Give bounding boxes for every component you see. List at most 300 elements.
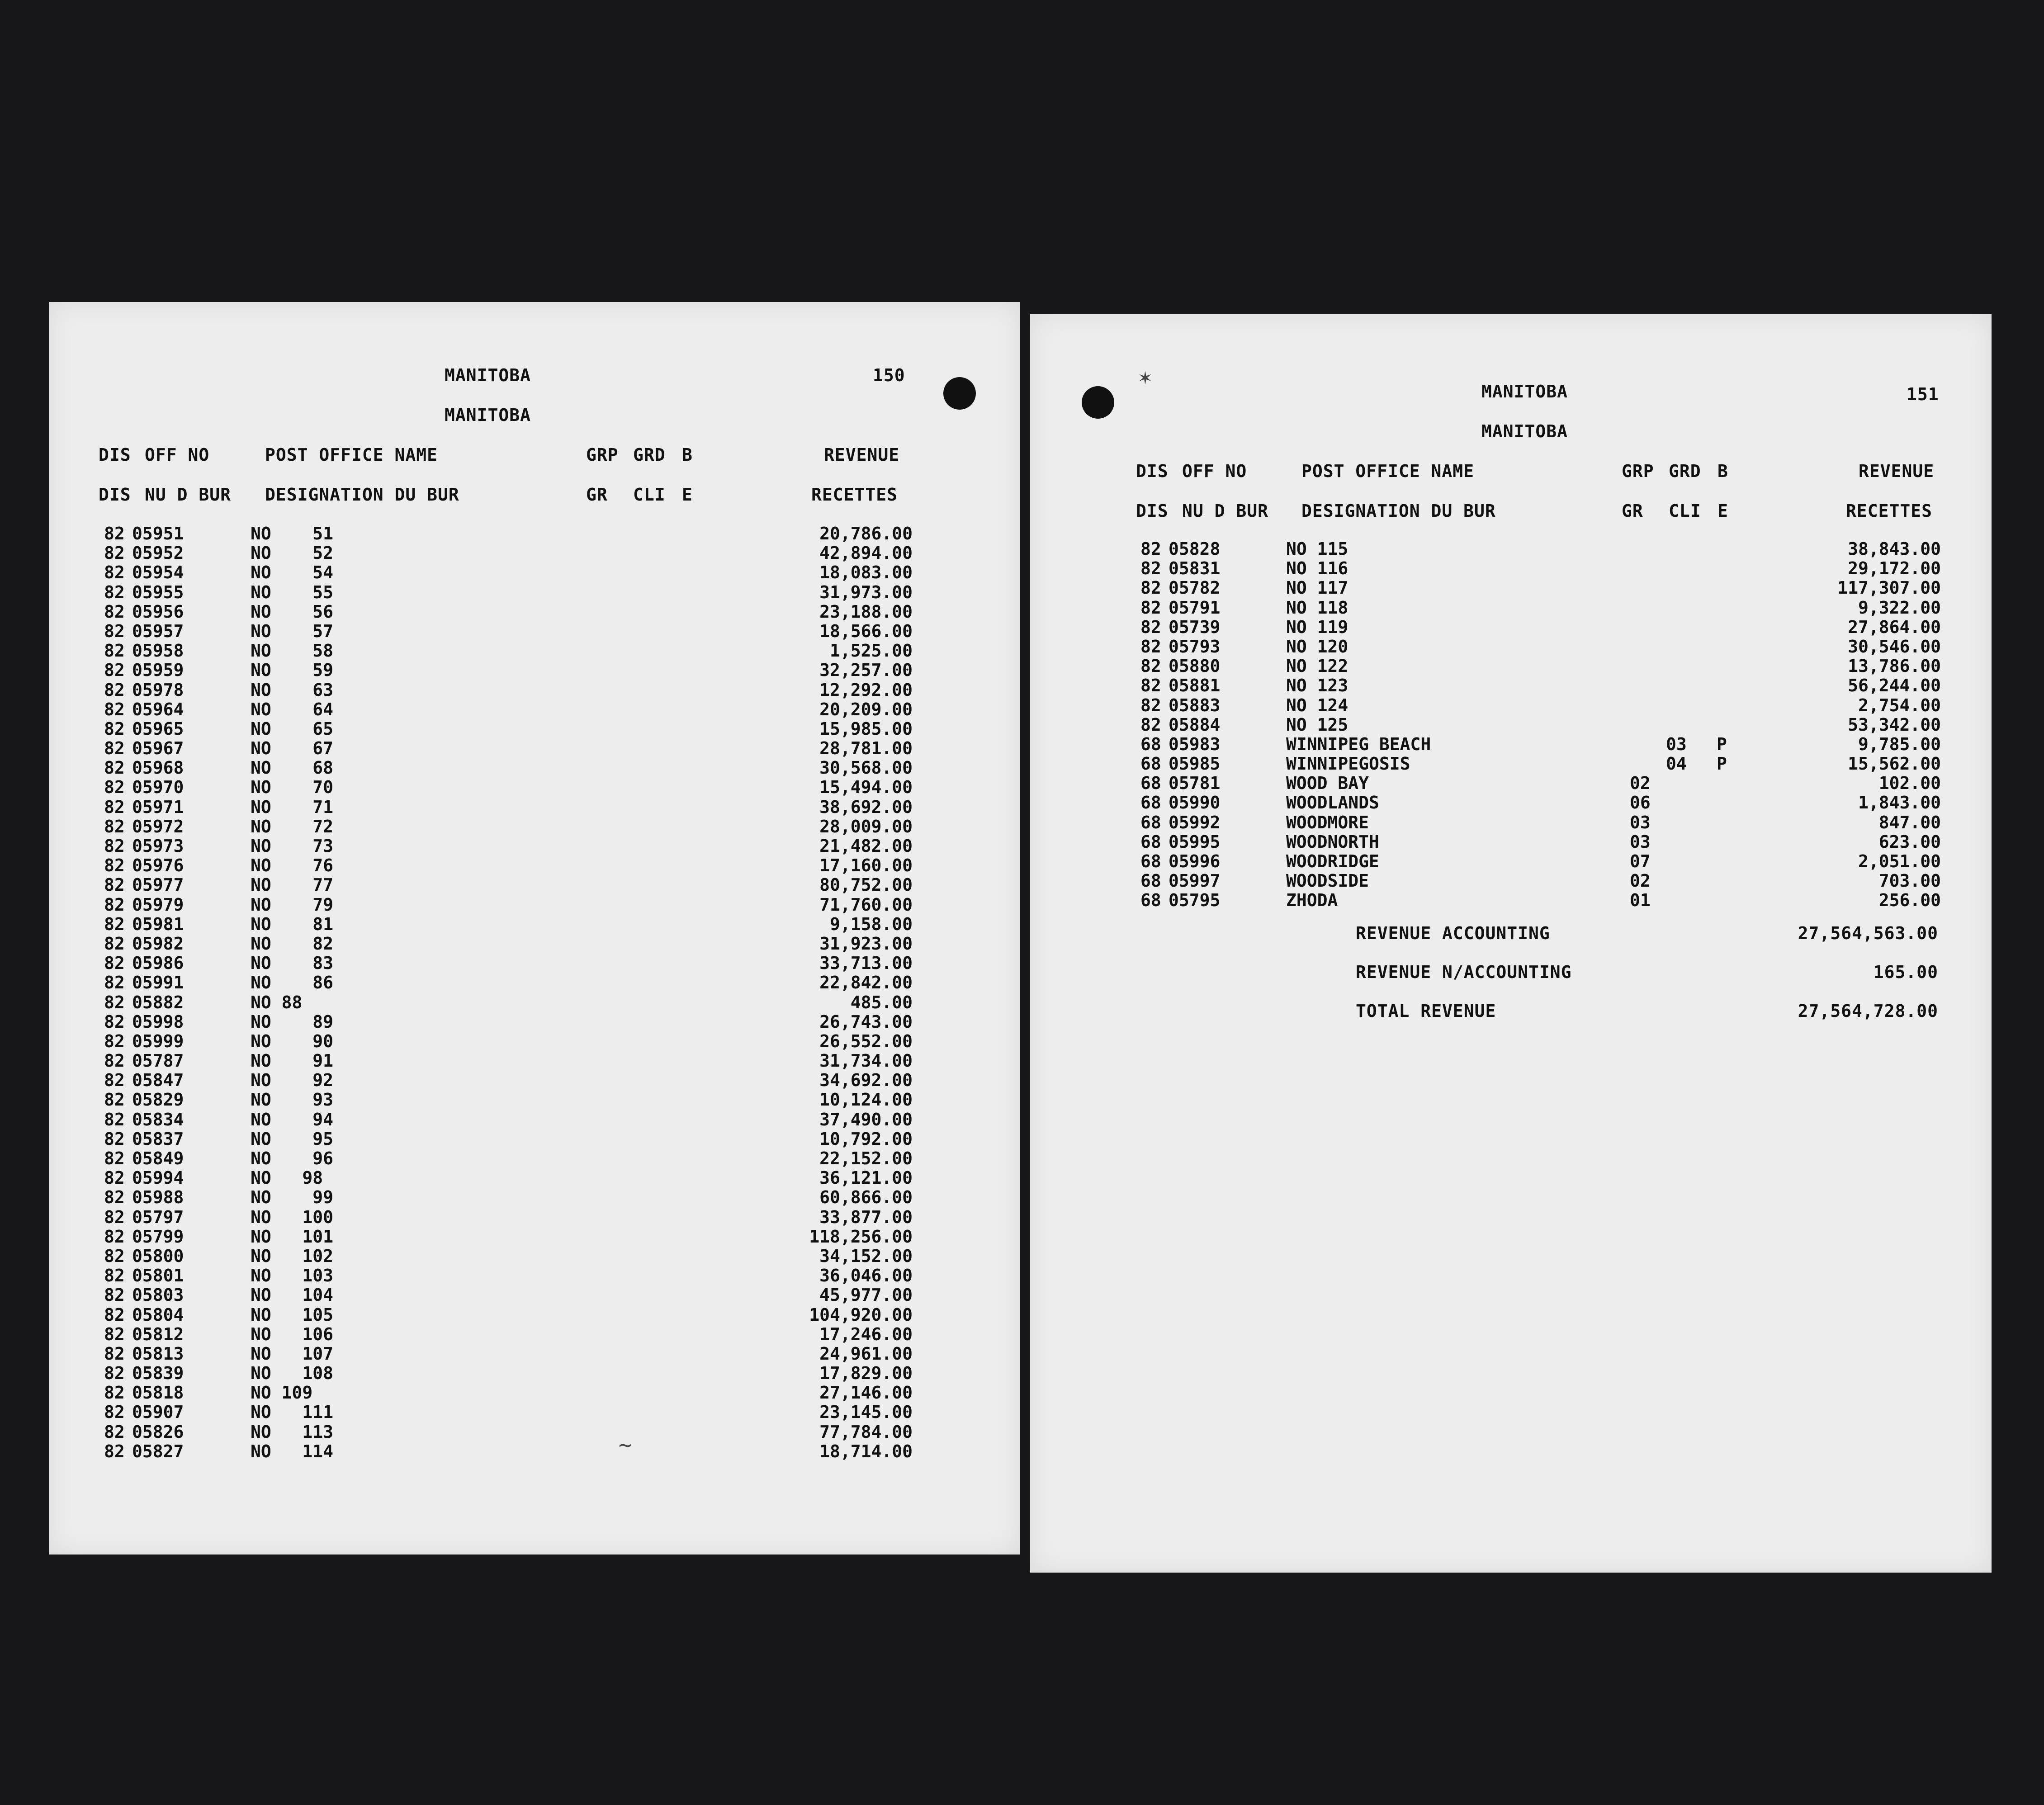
dis-cell: 82 <box>104 797 125 817</box>
revenue-cell: 118,256.00 <box>809 1226 913 1247</box>
table-row <box>49 1285 1020 1304</box>
post-office-name-cell: NO 103 <box>251 1266 334 1286</box>
revenue-cell: 104,920.00 <box>809 1304 913 1325</box>
revenue-cell: 30,546.00 <box>1848 636 1941 657</box>
table-row <box>49 641 1020 660</box>
office-number-cell: 05992 <box>1169 812 1221 832</box>
left-data-table <box>49 524 1020 1461</box>
post-office-name-cell: NO 104 <box>251 1285 334 1305</box>
dis-cell: 82 <box>104 1422 125 1442</box>
table-row <box>49 1031 1020 1051</box>
office-number-cell: 05977 <box>132 875 184 895</box>
dis-cell: 82 <box>104 1343 125 1364</box>
revenue-cell: 28,781.00 <box>819 738 913 759</box>
group-cell: 06 <box>1630 793 1651 813</box>
dis-cell: 82 <box>104 1129 125 1149</box>
dis-cell: 82 <box>104 1363 125 1384</box>
dis-cell: 82 <box>104 543 125 563</box>
table-row <box>49 1402 1020 1422</box>
revenue-cell: 18,714.00 <box>819 1441 913 1461</box>
revenue-cell: 2,051.00 <box>1858 851 1941 871</box>
revenue-cell: 20,786.00 <box>819 524 913 543</box>
office-number-cell: 05907 <box>132 1402 184 1422</box>
revenue-cell: 31,923.00 <box>819 933 913 954</box>
post-office-name-cell: NO 99 <box>251 1187 334 1208</box>
office-number-cell: 05849 <box>132 1148 184 1168</box>
revenue-cell: 9,322.00 <box>1858 597 1941 618</box>
table-row <box>49 875 1020 894</box>
group-cell: 07 <box>1630 851 1651 871</box>
province-title-fr: MANITOBA <box>1481 421 1568 441</box>
dis-cell: 82 <box>104 582 125 602</box>
post-office-name-cell: NO 115 <box>1286 539 1348 559</box>
office-number-cell: 05812 <box>132 1324 184 1344</box>
office-number-cell: 05988 <box>132 1187 184 1208</box>
office-number-cell: 05985 <box>1169 754 1221 774</box>
office-number-cell: 05791 <box>1169 597 1221 618</box>
table-row <box>49 855 1020 875</box>
province-title-en: MANITOBA <box>445 365 531 385</box>
revenue-cell: 30,568.00 <box>819 758 913 778</box>
right-page <box>1030 314 1992 1573</box>
revenue-cell: 20,209.00 <box>819 699 913 719</box>
group-cell: 02 <box>1630 773 1651 794</box>
revenue-cell: 29,172.00 <box>1848 558 1941 579</box>
revenue-cell: 12,292.00 <box>819 680 913 700</box>
dis-cell: 82 <box>1140 636 1161 657</box>
office-number-cell: 05739 <box>1169 617 1221 637</box>
punch-hole <box>943 377 976 410</box>
dis-cell: 82 <box>104 875 125 895</box>
col-header-recettes: RECETTES <box>811 485 898 505</box>
post-office-name-cell: NO 67 <box>251 738 334 759</box>
grade-cell: 03 <box>1666 734 1687 754</box>
post-office-name-cell: ZHODA <box>1286 890 1338 911</box>
table-row <box>1030 851 1992 871</box>
col-header-name-fr: DESIGNATION DU BUR <box>1301 501 1496 521</box>
table-row <box>1030 656 1992 676</box>
total-label: REVENUE N/ACCOUNTING <box>1356 962 1572 982</box>
dis-cell: 82 <box>1140 578 1161 598</box>
revenue-cell: 17,829.00 <box>819 1363 913 1384</box>
table-row <box>49 1090 1020 1109</box>
col-header-b: B <box>1718 461 1728 481</box>
office-number-cell: 05799 <box>132 1226 184 1247</box>
total-label: TOTAL REVENUE <box>1356 1001 1496 1021</box>
revenue-cell: 27,864.00 <box>1848 617 1941 637</box>
office-number-cell: 05883 <box>1169 695 1221 715</box>
table-row <box>49 1110 1020 1129</box>
table-row <box>49 738 1020 758</box>
revenue-cell: 28,009.00 <box>819 816 913 836</box>
col-header-b-fr: E <box>1718 501 1728 521</box>
table-row <box>1030 695 1992 715</box>
table-row <box>49 1422 1020 1441</box>
post-office-name-cell: NO 100 <box>251 1207 334 1227</box>
table-row <box>49 817 1020 836</box>
post-office-name-cell: NO 54 <box>251 562 334 583</box>
table-row <box>49 602 1020 621</box>
post-office-name-cell: NO 109 <box>251 1383 313 1403</box>
table-row <box>49 777 1020 797</box>
dis-cell: 82 <box>104 1383 125 1403</box>
revenue-cell: 80,752.00 <box>819 875 913 895</box>
post-office-name-cell: NO 86 <box>251 973 334 993</box>
office-number-cell: 05991 <box>132 973 184 993</box>
office-number-cell: 05837 <box>132 1129 184 1149</box>
table-row <box>49 719 1020 738</box>
office-number-cell: 05882 <box>132 992 184 1012</box>
dis-cell: 82 <box>104 660 125 680</box>
office-number-cell: 05951 <box>132 524 184 543</box>
table-row <box>1030 598 1992 617</box>
revenue-cell: 36,046.00 <box>819 1266 913 1286</box>
table-row <box>49 524 1020 543</box>
table-row <box>1030 754 1992 773</box>
office-number-cell: 05970 <box>132 777 184 798</box>
post-office-name-cell: NO 56 <box>251 601 334 622</box>
post-office-name-cell: NO 58 <box>251 641 334 661</box>
revenue-cell: 102.00 <box>1878 773 1941 794</box>
table-row <box>49 758 1020 777</box>
left-page <box>49 302 1020 1555</box>
post-office-name-cell: WOODLANDS <box>1286 793 1379 813</box>
revenue-cell: 117,307.00 <box>1837 578 1941 598</box>
dis-cell: 82 <box>104 1324 125 1344</box>
office-number-cell: 05972 <box>132 816 184 836</box>
post-office-name-cell: NO 107 <box>251 1343 334 1364</box>
post-office-name-cell: NO 119 <box>1286 617 1348 637</box>
post-office-name-cell: NO 70 <box>251 777 334 798</box>
revenue-cell: 13,786.00 <box>1848 656 1941 676</box>
revenue-cell: 9,785.00 <box>1858 734 1941 754</box>
revenue-cell: 22,842.00 <box>819 973 913 993</box>
post-office-name-cell: NO 73 <box>251 836 334 856</box>
table-row <box>1030 578 1992 597</box>
revenue-cell: 34,152.00 <box>819 1246 913 1266</box>
office-number-cell: 05973 <box>132 836 184 856</box>
dis-cell: 82 <box>1140 597 1161 618</box>
table-row <box>1030 773 1992 793</box>
revenue-cell: 33,713.00 <box>819 953 913 973</box>
post-office-name-cell: NO 90 <box>251 1031 334 1051</box>
post-office-name-cell: NO 108 <box>251 1363 334 1384</box>
office-number-cell: 05979 <box>132 894 184 915</box>
table-row <box>1030 617 1992 637</box>
table-row <box>49 660 1020 680</box>
dis-cell: 82 <box>104 914 125 934</box>
revenue-cell: 38,843.00 <box>1848 539 1941 559</box>
dis-cell: 82 <box>104 1402 125 1422</box>
dis-cell: 82 <box>104 641 125 661</box>
dis-cell: 82 <box>104 1031 125 1051</box>
dis-cell: 68 <box>1140 754 1161 774</box>
dis-cell: 82 <box>104 1207 125 1227</box>
table-row <box>49 1051 1020 1070</box>
dis-cell: 68 <box>1140 734 1161 754</box>
revenue-cell: 703.00 <box>1878 871 1941 891</box>
dis-cell: 82 <box>1140 617 1161 637</box>
dis-cell: 82 <box>104 933 125 954</box>
revenue-cell: 22,152.00 <box>819 1148 913 1168</box>
dis-cell: 82 <box>104 1090 125 1110</box>
table-row <box>49 1227 1020 1246</box>
dis-cell: 68 <box>1140 890 1161 911</box>
office-number-cell: 05997 <box>1169 871 1221 891</box>
post-office-name-cell: NO 71 <box>251 797 334 817</box>
table-row <box>49 1324 1020 1344</box>
office-number-cell: 05998 <box>132 1011 184 1032</box>
revenue-cell: 1,525.00 <box>829 641 913 661</box>
office-number-cell: 05801 <box>132 1266 184 1286</box>
revenue-cell: 36,121.00 <box>819 1168 913 1188</box>
col-header-name-fr: DESIGNATION DU BUR <box>265 485 459 505</box>
dis-cell: 68 <box>1140 871 1161 891</box>
table-row <box>49 934 1020 953</box>
col-header-revenue: REVENUE <box>824 445 900 465</box>
post-office-name-cell: NO 82 <box>251 933 334 954</box>
dis-cell: 82 <box>1140 695 1161 715</box>
post-office-name-cell: WOODMORE <box>1286 812 1369 832</box>
office-number-cell: 05828 <box>1169 539 1221 559</box>
table-row <box>49 1148 1020 1168</box>
office-number-cell: 05983 <box>1169 734 1221 754</box>
table-row <box>1030 813 1992 832</box>
dis-cell: 68 <box>1140 832 1161 852</box>
post-office-name-cell: NO 93 <box>251 1090 334 1110</box>
post-office-name-cell: NO 122 <box>1286 656 1348 676</box>
total-label: REVENUE ACCOUNTING <box>1356 923 1550 943</box>
punch-hole <box>1082 386 1114 419</box>
col-header-grp: GRP <box>586 445 619 465</box>
post-office-name-cell: NO 72 <box>251 816 334 836</box>
post-office-name-cell: NO 111 <box>251 1402 334 1422</box>
table-row <box>49 1246 1020 1266</box>
revenue-cell: 18,566.00 <box>819 621 913 641</box>
grade-cell: 04 <box>1666 754 1687 774</box>
table-row <box>49 1187 1020 1207</box>
table-row <box>49 543 1020 562</box>
office-number-cell: 05971 <box>132 797 184 817</box>
post-office-name-cell: NO 124 <box>1286 695 1348 715</box>
office-number-cell: 05976 <box>132 855 184 876</box>
revenue-cell: 34,692.00 <box>819 1070 913 1091</box>
post-office-name-cell: NO 98 <box>251 1168 323 1188</box>
province-title-en: MANITOBA <box>1481 382 1568 402</box>
col-header-b-fr: E <box>682 485 693 505</box>
col-header-grd-fr: CLI <box>633 485 666 505</box>
revenue-cell: 256.00 <box>1878 890 1941 911</box>
group-cell: 01 <box>1630 890 1651 911</box>
dis-cell: 82 <box>1140 539 1161 559</box>
dis-cell: 82 <box>104 699 125 719</box>
col-header-dis: DIS <box>1136 461 1169 481</box>
col-header-grp-fr: GR <box>586 485 608 505</box>
office-number-cell: 05968 <box>132 758 184 778</box>
revenue-cell: 26,552.00 <box>819 1031 913 1051</box>
revenue-cell: 24,961.00 <box>819 1343 913 1364</box>
dis-cell: 82 <box>104 1070 125 1091</box>
post-office-name-cell: NO 114 <box>251 1441 334 1461</box>
revenue-cell: 27,146.00 <box>819 1383 913 1403</box>
office-number-cell: 05982 <box>132 933 184 954</box>
office-number-cell: 05795 <box>1169 890 1221 911</box>
table-row <box>49 582 1020 602</box>
revenue-cell: 15,562.00 <box>1848 754 1941 774</box>
col-header-grp: GRP <box>1622 461 1654 481</box>
office-number-cell: 05880 <box>1169 656 1221 676</box>
dis-cell: 82 <box>104 601 125 622</box>
post-office-name-cell: NO 101 <box>251 1226 334 1247</box>
office-number-cell: 05881 <box>1169 676 1221 696</box>
revenue-cell: 31,734.00 <box>819 1051 913 1071</box>
dis-cell: 82 <box>104 1266 125 1286</box>
post-office-name-cell: NO 52 <box>251 543 334 563</box>
col-header-dis-fr: DIS <box>1136 501 1169 521</box>
revenue-cell: 1,843.00 <box>1858 793 1941 813</box>
post-office-name-cell: NO 91 <box>251 1051 334 1071</box>
col-header-dis-fr: DIS <box>99 485 131 505</box>
dis-cell: 68 <box>1140 793 1161 813</box>
dis-cell: 82 <box>104 758 125 778</box>
col-header-off: OFF NO <box>145 445 210 465</box>
page-number: 151 <box>1907 384 1939 404</box>
col-header-off: OFF NO <box>1182 461 1247 481</box>
revenue-cell: 56,244.00 <box>1848 676 1941 696</box>
dis-cell: 68 <box>1140 773 1161 794</box>
table-row <box>49 1363 1020 1383</box>
table-row <box>49 1168 1020 1187</box>
dis-cell: 82 <box>104 1011 125 1032</box>
col-header-grp-fr: GR <box>1622 501 1643 521</box>
group-cell: 02 <box>1630 871 1651 891</box>
table-row <box>49 992 1020 1012</box>
revenue-cell: 37,490.00 <box>819 1109 913 1129</box>
b-cell: P <box>1717 734 1727 754</box>
table-row <box>49 680 1020 699</box>
table-row <box>49 1070 1020 1090</box>
office-number-cell: 05793 <box>1169 636 1221 657</box>
office-number-cell: 05965 <box>132 718 184 739</box>
revenue-cell: 10,124.00 <box>819 1090 913 1110</box>
table-row <box>1030 558 1992 578</box>
col-header-grd: GRD <box>633 445 666 465</box>
post-office-name-cell: NO 64 <box>251 699 334 719</box>
post-office-name-cell: NO 92 <box>251 1070 334 1091</box>
office-number-cell: 05813 <box>132 1343 184 1364</box>
office-number-cell: 05952 <box>132 543 184 563</box>
revenue-cell: 32,257.00 <box>819 660 913 680</box>
dis-cell: 82 <box>104 562 125 583</box>
post-office-name-cell: NO 125 <box>1286 714 1348 735</box>
dis-cell: 82 <box>104 621 125 641</box>
office-number-cell: 05959 <box>132 660 184 680</box>
revenue-cell: 21,482.00 <box>819 836 913 856</box>
table-row <box>1030 539 1992 558</box>
b-cell: P <box>1717 754 1727 774</box>
group-cell: 03 <box>1630 832 1651 852</box>
col-header-revenue: REVENUE <box>1859 461 1935 481</box>
post-office-name-cell: NO 81 <box>251 914 334 934</box>
revenue-cell: 33,877.00 <box>819 1207 913 1227</box>
dis-cell: 82 <box>104 855 125 876</box>
post-office-name-cell: NO 96 <box>251 1148 334 1168</box>
office-number-cell: 05847 <box>132 1070 184 1091</box>
dis-cell: 68 <box>1140 812 1161 832</box>
dis-cell: 82 <box>104 953 125 973</box>
post-office-name-cell: WOOD BAY <box>1286 773 1369 794</box>
col-header-off-fr: NU D BUR <box>1182 501 1269 521</box>
table-row <box>49 953 1020 973</box>
post-office-name-cell: NO 59 <box>251 660 334 680</box>
office-number-cell: 05981 <box>132 914 184 934</box>
post-office-name-cell: NO 102 <box>251 1246 334 1266</box>
post-office-name-cell: NO 95 <box>251 1129 334 1149</box>
post-office-name-cell: NO 55 <box>251 582 334 602</box>
table-row <box>49 699 1020 719</box>
dis-cell: 82 <box>104 1051 125 1071</box>
revenue-cell: 17,160.00 <box>819 855 913 876</box>
dis-cell: 82 <box>104 1441 125 1461</box>
dis-cell: 82 <box>104 524 125 543</box>
office-number-cell: 05782 <box>1169 578 1221 598</box>
post-office-name-cell: NO 89 <box>251 1011 334 1032</box>
post-office-name-cell: NO 68 <box>251 758 334 778</box>
post-office-name-cell: NO 106 <box>251 1324 334 1344</box>
dis-cell: 82 <box>104 992 125 1012</box>
post-office-name-cell: WINNIPEG BEACH <box>1286 734 1431 754</box>
revenue-cell: 42,894.00 <box>819 543 913 563</box>
post-office-name-cell: NO 65 <box>251 718 334 739</box>
dis-cell: 82 <box>104 680 125 700</box>
table-row <box>49 1383 1020 1402</box>
table-row <box>49 1012 1020 1031</box>
col-header-name: POST OFFICE NAME <box>1301 461 1475 481</box>
col-header-grd: GRD <box>1669 461 1701 481</box>
revenue-cell: 23,145.00 <box>819 1402 913 1422</box>
right-data-table <box>1030 539 1992 910</box>
dis-cell: 82 <box>1140 656 1161 676</box>
revenue-cell: 53,342.00 <box>1848 714 1941 735</box>
dis-cell: 82 <box>1140 558 1161 579</box>
revenue-cell: 17,246.00 <box>819 1324 913 1344</box>
office-number-cell: 05829 <box>132 1090 184 1110</box>
group-cell: 03 <box>1630 812 1651 832</box>
post-office-name-cell: NO 79 <box>251 894 334 915</box>
post-office-name-cell: NO 120 <box>1286 636 1348 657</box>
table-row <box>1030 637 1992 656</box>
post-office-name-cell: WOODNORTH <box>1286 832 1379 852</box>
dis-cell: 82 <box>104 1226 125 1247</box>
revenue-cell: 23,188.00 <box>819 601 913 622</box>
revenue-cell: 2,754.00 <box>1858 695 1941 715</box>
post-office-name-cell: NO 83 <box>251 953 334 973</box>
office-number-cell: 05996 <box>1169 851 1221 871</box>
table-row <box>49 1344 1020 1363</box>
post-office-name-cell: NO 94 <box>251 1109 334 1129</box>
dis-cell: 82 <box>104 973 125 993</box>
dis-cell: 82 <box>104 1285 125 1305</box>
dis-cell: 82 <box>104 1168 125 1188</box>
table-row <box>1030 676 1992 695</box>
office-number-cell: 05827 <box>132 1441 184 1461</box>
office-number-cell: 05787 <box>132 1051 184 1071</box>
post-office-name-cell: NO 77 <box>251 875 334 895</box>
revenue-cell: 71,760.00 <box>819 894 913 915</box>
office-number-cell: 05995 <box>1169 832 1221 852</box>
office-number-cell: 05955 <box>132 582 184 602</box>
col-header-grd-fr: CLI <box>1669 501 1701 521</box>
